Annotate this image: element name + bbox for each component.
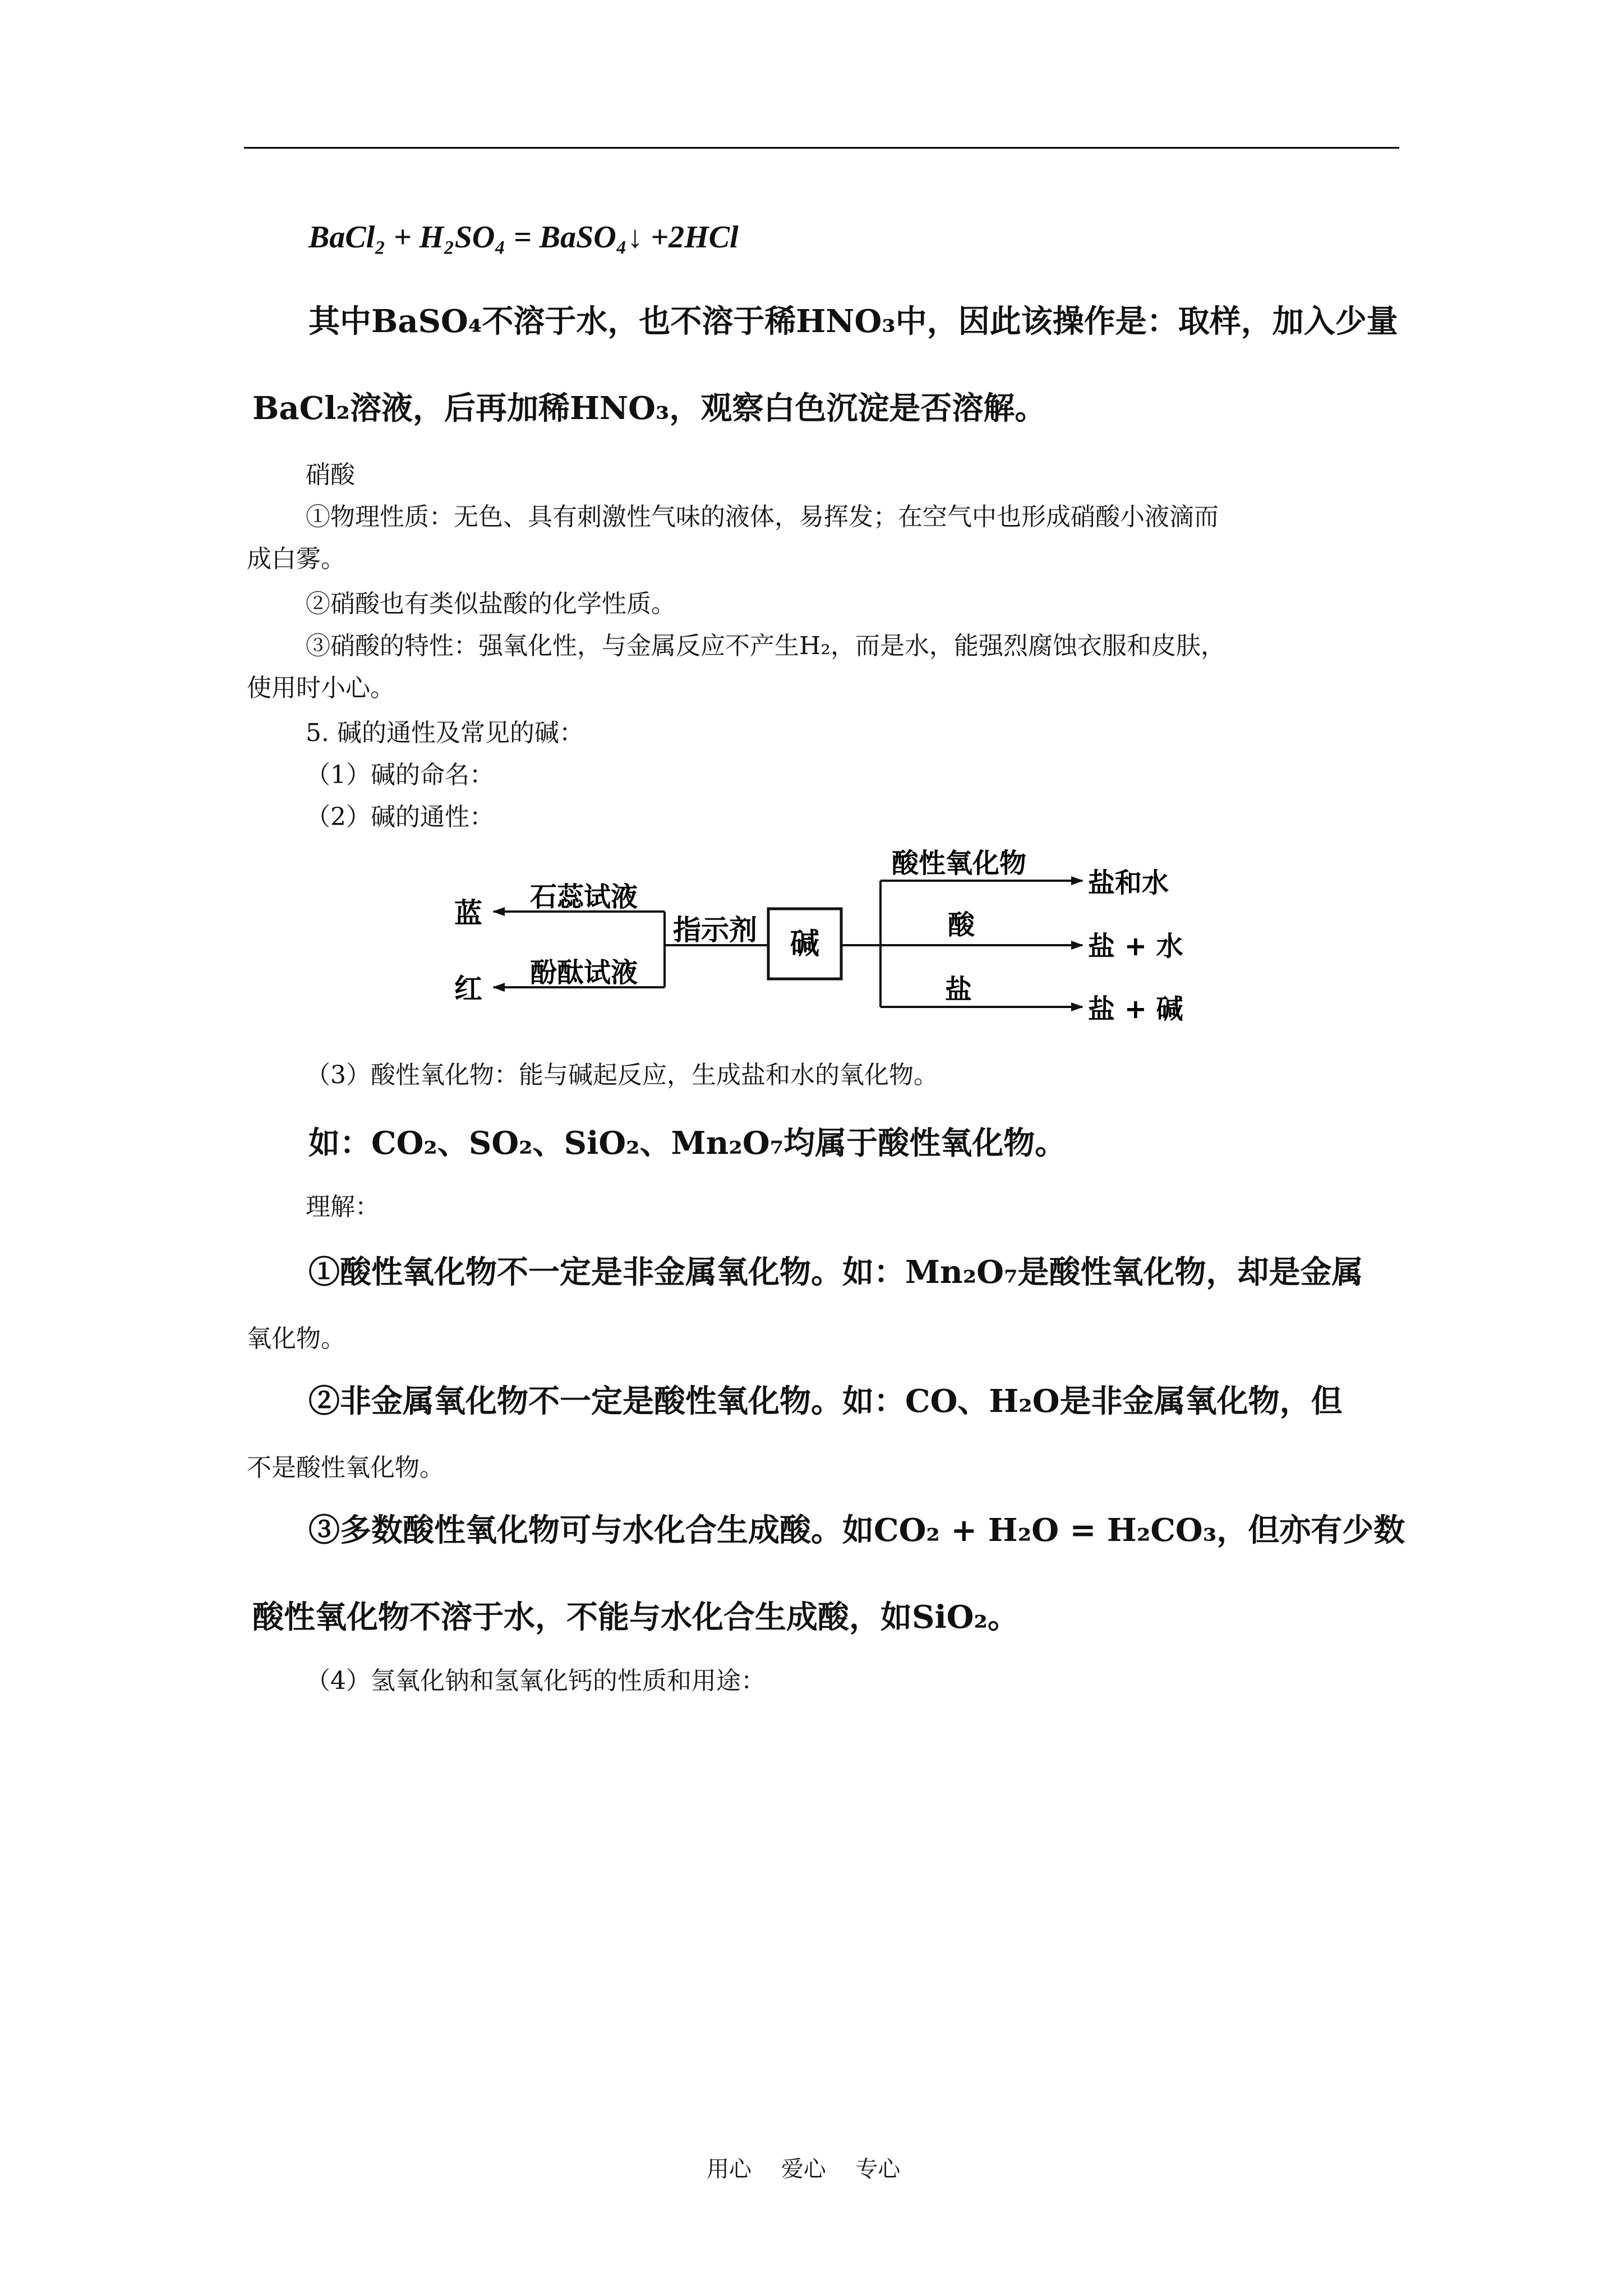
nitric-item2: ②硝酸也有类似盐酸的化学性质。 bbox=[306, 590, 676, 618]
base-properties-diagram bbox=[437, 844, 1217, 1038]
base-label: 碱 bbox=[790, 927, 820, 961]
understand-3-line2: 酸性氧化物不溶于水，不能与水化合生成酸，如SiO₂。 bbox=[252, 1599, 1020, 1636]
equation-baso4: BaCl₂ + H₂SO₄ = BaSO₄↓ +2HCl bbox=[308, 220, 739, 255]
sub-naoh-caoh2: （4）氢氧化钠和氢氧化钙的性质和用途： bbox=[306, 1667, 766, 1695]
para-baso4-line1: 其中BaSO₄不溶于水，也不溶于稀HNO₃中，因此该操作是：取样，加入少量 bbox=[308, 303, 1398, 340]
result-salt-base: 盐 + 碱 bbox=[1088, 993, 1183, 1025]
understand-2-line2: 不是酸性氧化物。 bbox=[247, 1453, 444, 1482]
para-baso4-line2: BaCl₂溶液，后再加稀HNO₃，观察白色沉淀是否溶解。 bbox=[252, 390, 1046, 427]
nitric-item1-line2: 成白雾。 bbox=[247, 545, 345, 573]
acid-label: 酸 bbox=[948, 909, 975, 941]
header-rule bbox=[244, 147, 1399, 149]
understand-3-line1: ③多数酸性氧化物可与水化合生成酸。如CO₂ + H₂O = H₂CO₃，但亦有少数 bbox=[308, 1512, 1405, 1549]
indicator-label: 指示剂 bbox=[673, 914, 757, 946]
nitric-heading: 硝酸 bbox=[306, 461, 355, 489]
sub-general-properties: （2）碱的通性： bbox=[306, 803, 494, 831]
understand-1-line1: ①酸性氧化物不一定是非金属氧化物。如：Mn₂O₇是酸性氧化物，却是金属 bbox=[308, 1254, 1363, 1291]
nitric-item3-line2: 使用时小心。 bbox=[247, 674, 395, 702]
understand-2-line1: ②非金属氧化物不一定是酸性氧化物。如：CO、H₂O是非金属氧化物，但 bbox=[308, 1383, 1343, 1420]
nitric-item1-line1: ①物理性质：无色、具有刺激性气味的液体，易挥发；在空气中也形成硝酸小液滴而 bbox=[306, 503, 1219, 531]
understand-1-line2: 氧化物。 bbox=[247, 1324, 345, 1353]
salt-label: 盐 bbox=[945, 974, 972, 1005]
result-salt-water-1: 盐和水 bbox=[1088, 867, 1169, 899]
red-result: 红 bbox=[454, 973, 482, 1005]
page-footer: 用心 爱心 专心 bbox=[707, 2156, 901, 2182]
blue-result: 蓝 bbox=[454, 897, 482, 930]
sub-acidic-oxide: （3）酸性氧化物：能与碱起反应，生成盐和水的氧化物。 bbox=[306, 1061, 938, 1089]
acidic-oxide-label: 酸性氧化物 bbox=[892, 848, 1027, 879]
result-salt-water-2: 盐 + 水 bbox=[1088, 931, 1183, 962]
sub-naming: （1）碱的命名： bbox=[306, 761, 494, 789]
nitric-item3-line1: ③硝酸的特性：强氧化性，与金属反应不产生H₂，而是水，能强烈腐蚀衣服和皮肤， bbox=[306, 632, 1226, 660]
section5-heading: 5. 碱的通性及常见的碱： bbox=[306, 719, 584, 747]
litmus-label: 石蕊试液 bbox=[530, 881, 638, 913]
acidic-oxide-examples: 如：CO₂、SO₂、SiO₂、Mn₂O₇均属于酸性氧化物。 bbox=[308, 1125, 1067, 1162]
phenol-label: 酚酞试液 bbox=[530, 957, 638, 988]
understand-heading: 理解： bbox=[306, 1193, 380, 1221]
